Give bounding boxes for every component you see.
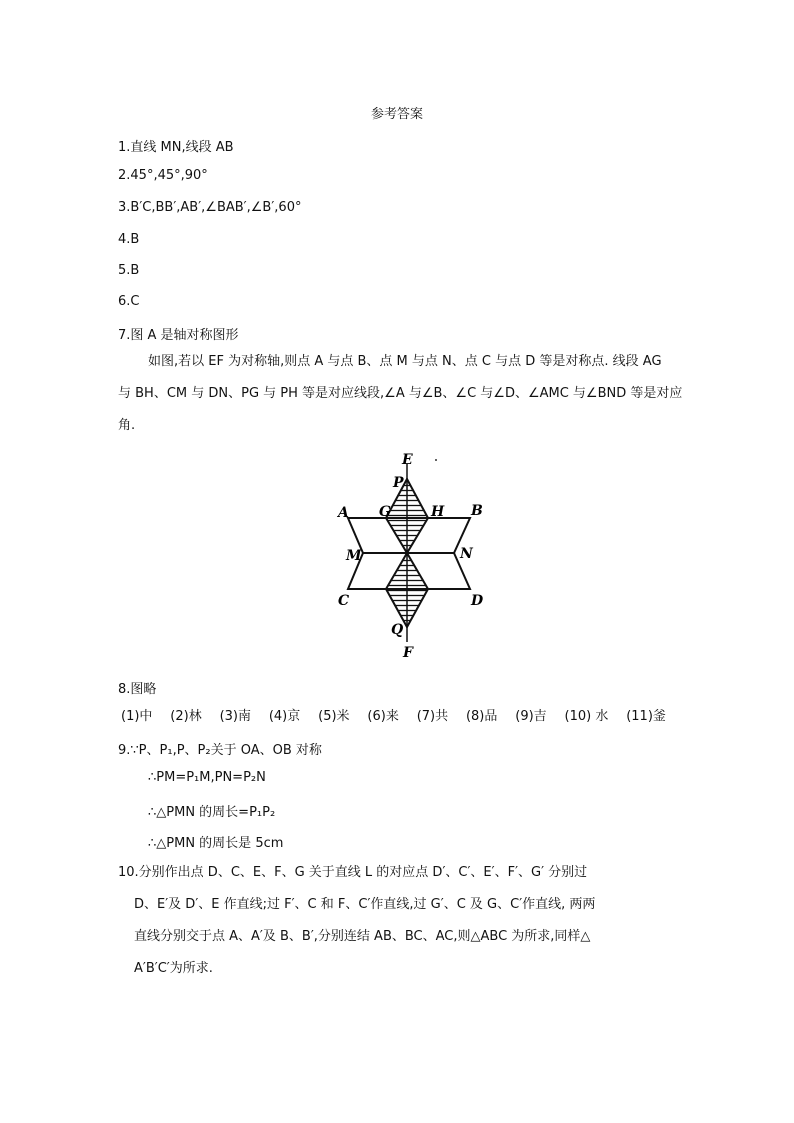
answer-10-line-4: A′B′C′为所求. [134, 961, 213, 976]
answer-8-item: (3)南 [219, 709, 251, 724]
answer-9-line-1: 9.∵P、P₁,P、P₂关于 OA、OB 对称 [118, 743, 322, 758]
dot-mark [435, 459, 437, 461]
label-b: B [471, 503, 483, 519]
symmetry-figure [330, 448, 500, 663]
answer-9-line-4: ∴△PMN 的周长是 5cm [148, 836, 284, 851]
answer-3: 3.B′C,BB′,AB′,∠BAB′,∠B′,60° [118, 200, 302, 215]
answer-7: 7.图 A 是轴对称图形 [118, 328, 239, 343]
answer-1: 1.直线 MN,线段 AB [118, 140, 234, 155]
answer-8-item: (11)釜 [626, 709, 666, 724]
label-m: M [346, 548, 362, 564]
answer-9-line-2: ∴PM=P₁M,PN=P₂N [148, 770, 266, 785]
page-title: 参考答案 [370, 107, 423, 122]
answer-8-item: (5)米 [318, 709, 350, 724]
answer-8-item: (7)共 [416, 709, 449, 724]
label-p: P [393, 475, 404, 491]
answer-7-line-2: 与 BH、CM 与 DN、PG 与 PH 等是对应线段,∠A 与∠B、∠C 与∠D、∠AMC 与∠BND 等是对应 [118, 386, 683, 401]
answer-10 [118, 857, 678, 985]
answer-8-item: (10) 水 [564, 709, 609, 724]
answer-8-list [121, 705, 666, 724]
label-f: F [403, 645, 413, 661]
answer-10-line-2: D、E′及 D′、E 作直线;过 F′、C 和 F、C′作直线,过 G′、C 及 G、C′作直线, 两两 [134, 897, 596, 912]
answer-6: 6.C [118, 294, 140, 309]
label-e: E [402, 452, 413, 468]
answer-8-item: (9)吉 [515, 709, 547, 724]
label-c: C [338, 593, 350, 609]
answer-2: 2.45°,45°,90° [118, 168, 208, 183]
label-a: A [338, 505, 349, 521]
answer-8: 8.图略 [118, 682, 157, 697]
label-n: N [460, 546, 473, 562]
label-q: Q [391, 622, 404, 638]
answer-8-item: (8)品 [465, 709, 498, 724]
answer-8-item: (2)林 [170, 709, 202, 724]
answer-7-line-1: 如图,若以 EF 为对称轴,则点 A 与点 B、点 M 与点 N、点 C 与点 D 等是对称点. 线段 AG [148, 354, 662, 369]
label-h: H [431, 504, 445, 520]
answer-5: 5.B [118, 263, 140, 278]
answer-8-item: (4)京 [268, 709, 301, 724]
label-g: G [379, 504, 391, 520]
answer-7-explanation [118, 346, 684, 442]
answer-7-line-3: 角. [118, 418, 136, 433]
answer-9-line-3: ∴△PMN 的周长=P₁P₂ [148, 805, 276, 820]
answer-10-line-1: 10.分别作出点 D、C、E、F、G 关于直线 L 的对应点 D′、C′、E′、F′、G′ 分别过 [118, 865, 588, 880]
answer-4: 4.B [118, 232, 140, 247]
answer-8-item: (6)来 [367, 709, 399, 724]
answer-8-item: (1)中 [121, 709, 153, 724]
answer-10-line-3: 直线分别交于点 A、A′及 B、B′,分别连结 AB、BC、AC,则△ABC 为所求,同样△ [134, 929, 591, 944]
label-d: D [471, 593, 484, 609]
